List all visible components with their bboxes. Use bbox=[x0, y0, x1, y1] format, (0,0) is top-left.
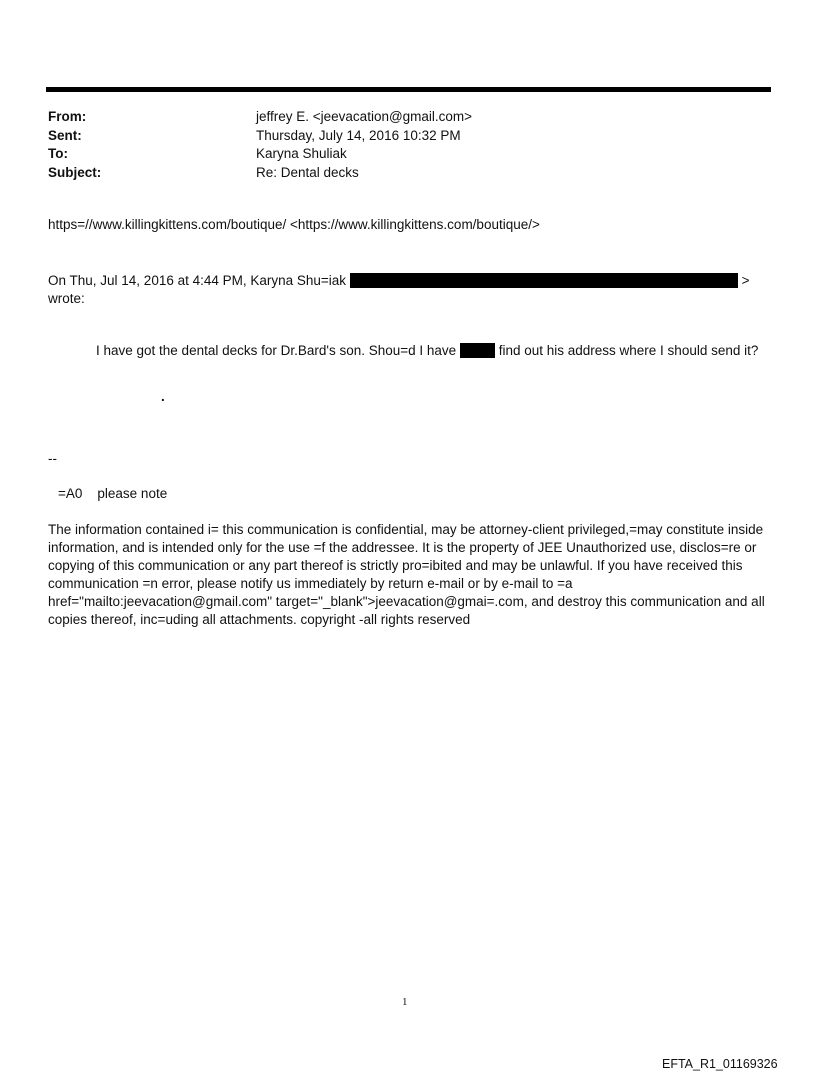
subject-row bbox=[48, 164, 472, 183]
quoted-start: I have got the dental decks for Dr.Bard's son. Shou=d I have bbox=[96, 343, 457, 358]
sent-value: Thursday, July 14, 2016 10:32 PM bbox=[256, 127, 461, 143]
email-header bbox=[48, 108, 472, 182]
quote-intro bbox=[48, 272, 749, 290]
from-row bbox=[48, 108, 472, 127]
subject-value: Re: Dental decks bbox=[256, 164, 359, 180]
to-value: Karyna Shuliak bbox=[256, 146, 347, 161]
quote-intro-end: > bbox=[741, 273, 750, 288]
from-value: jeffrey E. <jeevacation@gmail.com> bbox=[256, 109, 473, 124]
disclaimer-paragraph: The information contained i= this communication is confidential, may be attorney-client privileged,=may constitute inside information, and is intended only for the use =f the addressee. It is the property of JEE Unauthorized use, disclos=re or copying of this communication or any part thereof is strictly pro=ibited and may be unlawful. If you have received this communication =n error, please notify us immediately by return e-mail or by e-mail to =a href="mailto:jeevacation@gmail.com" target="_blank">jeevacation@gmai=.com, and destroy this communication and all copies thereof, inc=uding all attachments. copyright -all rights reserved bbox=[48, 522, 765, 627]
to-label: To: bbox=[48, 146, 68, 161]
redaction-bar bbox=[350, 273, 738, 288]
quote-intro-start: On Thu, Jul 14, 2016 at 4:44 PM, Karyna Shu=iak bbox=[48, 273, 347, 288]
subject-label: Subject: bbox=[48, 164, 102, 180]
note-line: =A0 please note bbox=[58, 486, 168, 501]
header-rule bbox=[46, 87, 771, 92]
link-line: https=//www.killingkittens.com/boutique/ <https://www.killingkittens.com/boutique/> bbox=[48, 217, 540, 232]
page-number: 1 bbox=[402, 996, 408, 1008]
sent-row bbox=[48, 127, 472, 146]
quoted-message bbox=[96, 342, 758, 360]
document-id: EFTA_R1_01169326 bbox=[662, 1057, 778, 1071]
quote-intro-wrote: wrote: bbox=[48, 291, 85, 306]
stray-dot: . bbox=[161, 389, 165, 404]
to-row bbox=[48, 145, 472, 164]
from-label: From: bbox=[48, 109, 87, 124]
quoted-end: find out his address where I should send it? bbox=[498, 343, 759, 358]
sent-label: Sent: bbox=[48, 127, 82, 143]
redaction-bar bbox=[460, 343, 495, 358]
signature-dash: -- bbox=[48, 451, 57, 466]
